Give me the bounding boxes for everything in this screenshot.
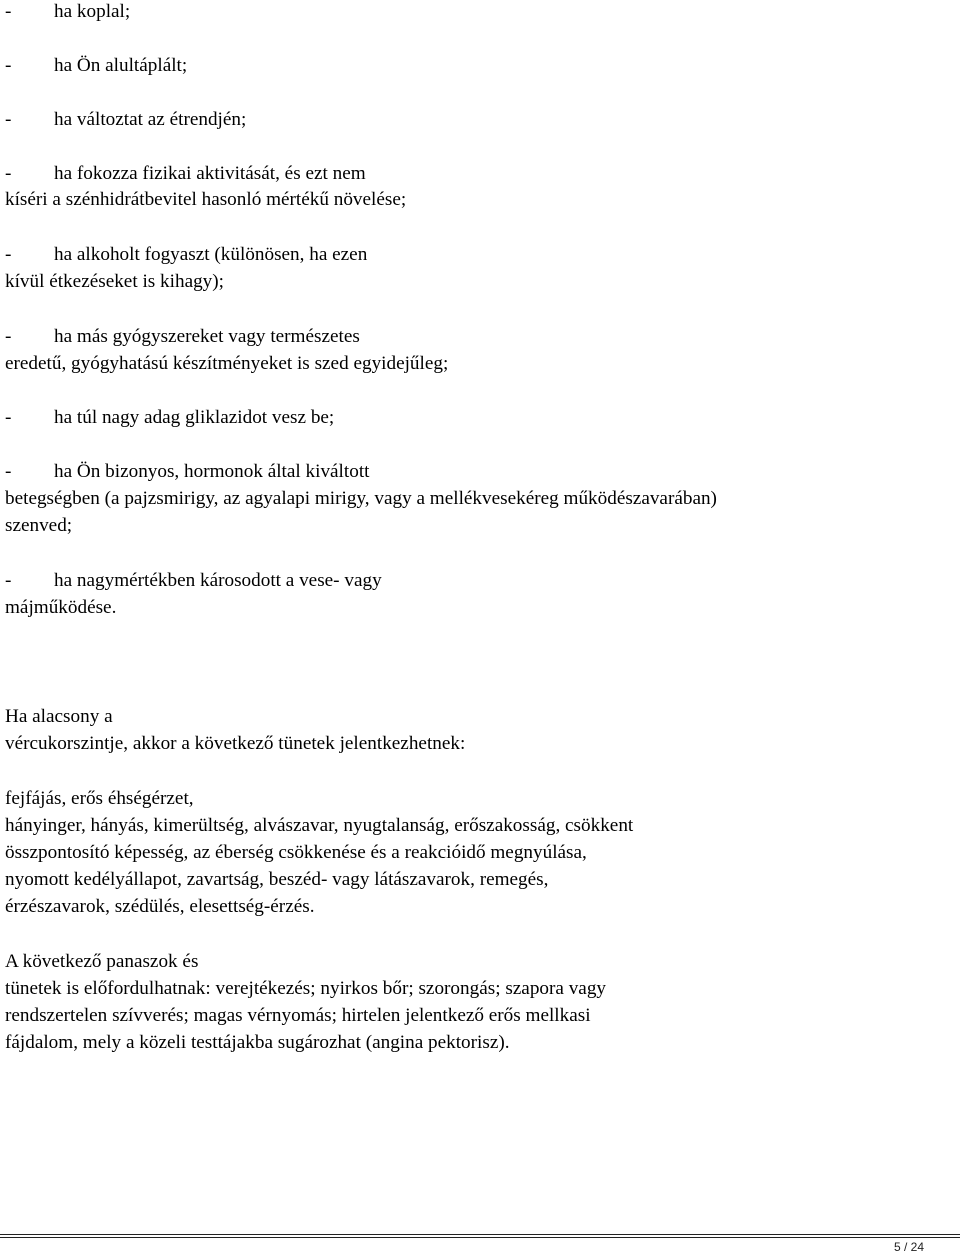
list-dash: -	[5, 570, 12, 591]
list-dash: -	[5, 1, 12, 22]
list-dash: -	[5, 407, 12, 428]
condition-continuation: kíséri a szénhidrátbevitel hasonló mértékű növelése;	[5, 189, 407, 210]
condition-continuation: eredetű, gyógyhatású készítményeket is szed egyidejűleg;	[5, 353, 449, 374]
list-dash: -	[5, 55, 12, 76]
condition-continuation: kívül étkezéseket is kihagy);	[5, 271, 224, 292]
paragraph-line: hányinger, hányás, kimerültség, alvászavar, nyugtalanság, erőszakosság, csökkent	[5, 815, 634, 836]
paragraph-line: rendszertelen szívverés; magas vérnyomás; hirtelen jelentkező erős mellkasi	[5, 1005, 591, 1026]
condition-text: ha Ön bizonyos, hormonok által kiváltott	[54, 461, 370, 482]
list-dash: -	[5, 163, 12, 184]
condition-text: ha fokozza fizikai aktivitását, és ezt nem	[54, 163, 366, 184]
condition-text: ha nagymértékben károsodott a vese- vagy	[54, 570, 382, 591]
paragraph-line: fájdalom, mely a közeli testtájakba sugározhat (angina pektorisz).	[5, 1032, 510, 1053]
paragraph-line: érzészavarok, szédülés, elesettség-érzés.	[5, 896, 315, 917]
condition-text: ha változtat az étrendjén;	[54, 109, 247, 130]
condition-text: ha koplal;	[54, 1, 131, 22]
condition-text: ha más gyógyszereket vagy természetes	[54, 326, 360, 347]
condition-item	[5, 461, 369, 483]
condition-item	[5, 244, 367, 266]
condition-text: ha túl nagy adag gliklazidot vesz be;	[54, 407, 335, 428]
condition-item	[5, 326, 360, 348]
condition-continuation: szenved;	[5, 515, 73, 536]
paragraph-line: A következő panaszok és	[5, 951, 199, 972]
paragraph-line: vércukorszintje, akkor a következő tünetek jelentkezhetnek:	[5, 733, 466, 754]
condition-continuation: májműködése.	[5, 597, 117, 618]
condition-text: ha alkoholt fogyaszt (különösen, ha ezen	[54, 244, 368, 265]
list-dash: -	[5, 326, 12, 347]
page-number: 5 / 24	[893, 1240, 924, 1254]
list-dash: -	[5, 109, 12, 130]
condition-item	[5, 407, 334, 429]
footer-divider	[0, 1237, 960, 1238]
condition-item	[5, 109, 246, 131]
condition-item	[5, 1, 130, 23]
condition-item	[5, 570, 382, 592]
paragraph-line: fejfájás, erős éhségérzet,	[5, 788, 194, 809]
condition-continuation: betegségben (a pajzsmirigy, az agyalapi mirigy, vagy a mellékvesekéreg működészavarában)	[5, 488, 717, 509]
condition-text: ha Ön alultáplált;	[54, 55, 188, 76]
paragraph-line: nyomott kedélyállapot, zavartság, beszéd- vagy látászavarok, remegés,	[5, 869, 549, 890]
condition-item	[5, 163, 366, 185]
list-dash: -	[5, 244, 12, 265]
list-dash: -	[5, 461, 12, 482]
footer-divider	[0, 1234, 960, 1235]
paragraph-line: tünetek is előfordulhatnak: verejtékezés; nyirkos bőr; szorongás; szapora vagy	[5, 978, 607, 999]
condition-item	[5, 55, 187, 77]
paragraph-line: Ha alacsony a	[5, 706, 113, 727]
paragraph-line: összpontosító képesség, az éberség csökkenése és a reakcióidő megnyúlása,	[5, 842, 587, 863]
